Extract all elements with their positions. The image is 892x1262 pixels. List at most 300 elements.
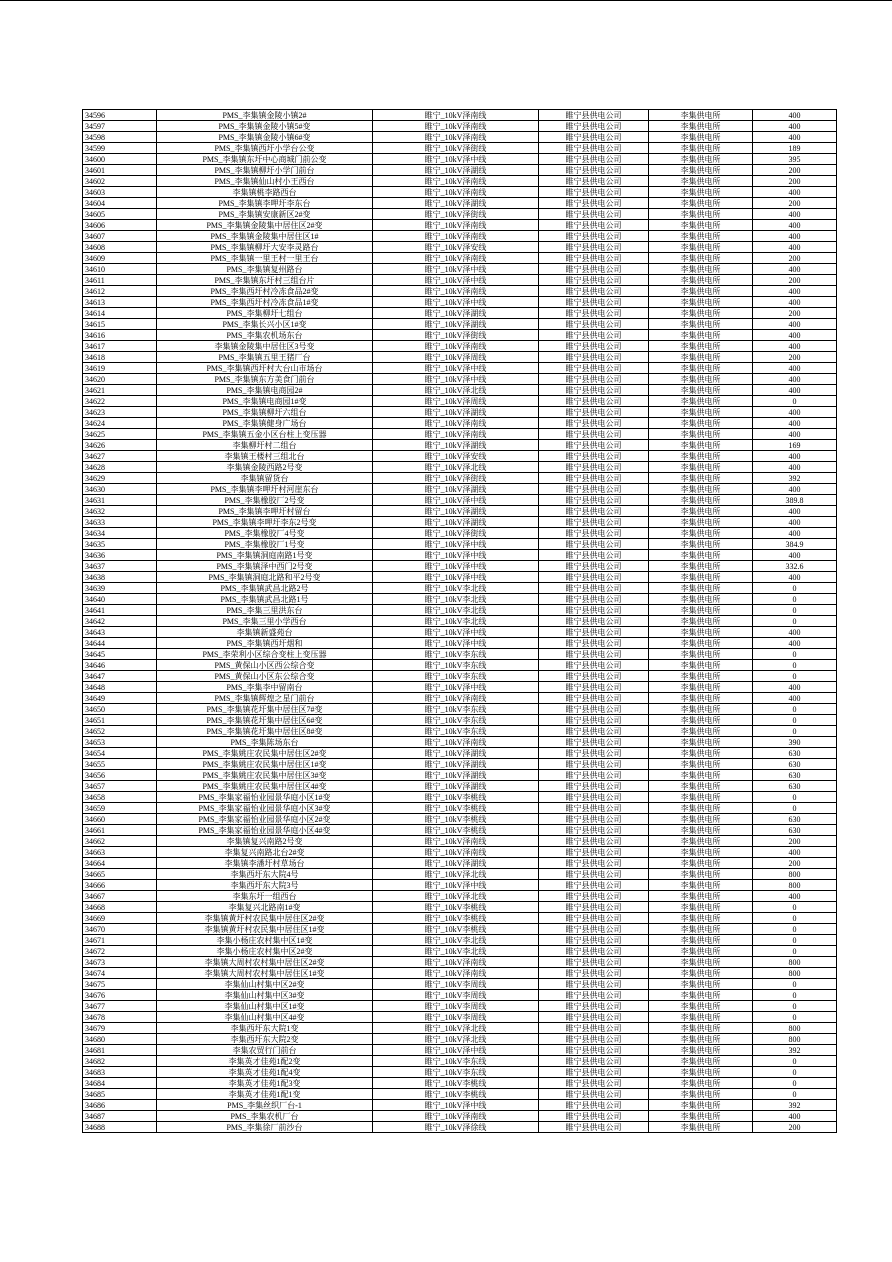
capacity-cell: 169 bbox=[753, 440, 837, 451]
table-row bbox=[83, 242, 837, 253]
feeder-line-cell: 睢宁_10kV李桃线 bbox=[373, 1078, 539, 1089]
company-cell: 睢宁县供电公司 bbox=[539, 1056, 649, 1067]
capacity-cell: 630 bbox=[753, 814, 837, 825]
row-number-cell: 34669 bbox=[83, 913, 157, 924]
station-cell: 李集供电所 bbox=[649, 847, 753, 858]
station-cell: 李集供电所 bbox=[649, 264, 753, 275]
feeder-line-cell: 睢宁_10kV泽南线 bbox=[373, 286, 539, 297]
transformer-name-cell: PMS_李集镇东圩村三组台片 bbox=[157, 275, 373, 286]
row-number-cell: 34649 bbox=[83, 693, 157, 704]
company-cell: 睢宁县供电公司 bbox=[539, 517, 649, 528]
company-cell: 睢宁县供电公司 bbox=[539, 880, 649, 891]
station-cell: 李集供电所 bbox=[649, 517, 753, 528]
row-number-cell: 34631 bbox=[83, 495, 157, 506]
station-cell: 李集供电所 bbox=[649, 352, 753, 363]
transformer-name-cell: 李集仙山村集中区2#变 bbox=[157, 979, 373, 990]
capacity-cell: 0 bbox=[753, 935, 837, 946]
capacity-cell: 400 bbox=[753, 242, 837, 253]
transformer-name-cell: 李集镇留货台 bbox=[157, 473, 373, 484]
table-row bbox=[83, 869, 837, 880]
table-row bbox=[83, 407, 837, 418]
company-cell: 睢宁县供电公司 bbox=[539, 187, 649, 198]
transformer-name-cell: PMS_李集镇金陵小镇6#变 bbox=[157, 132, 373, 143]
feeder-line-cell: 睢宁_10kV李桃线 bbox=[373, 1089, 539, 1100]
table-row bbox=[83, 308, 837, 319]
station-cell: 李集供电所 bbox=[649, 506, 753, 517]
transformer-name-cell: PMS_李集三里洪东台 bbox=[157, 605, 373, 616]
company-cell: 睢宁县供电公司 bbox=[539, 924, 649, 935]
feeder-line-cell: 睢宁_10kV李桃线 bbox=[373, 803, 539, 814]
table-row bbox=[83, 847, 837, 858]
row-number-cell: 34632 bbox=[83, 506, 157, 517]
row-number-cell: 34613 bbox=[83, 297, 157, 308]
capacity-cell: 400 bbox=[753, 121, 837, 132]
capacity-cell: 0 bbox=[753, 583, 837, 594]
row-number-cell: 34679 bbox=[83, 1023, 157, 1034]
transformer-name-cell: PMS_李集家福怡业园景华庭小区3#变 bbox=[157, 803, 373, 814]
capacity-cell: 630 bbox=[753, 781, 837, 792]
row-number-cell: 34619 bbox=[83, 363, 157, 374]
station-cell: 李集供电所 bbox=[649, 913, 753, 924]
table-row bbox=[83, 649, 837, 660]
row-number-cell: 34596 bbox=[83, 110, 157, 121]
company-cell: 睢宁县供电公司 bbox=[539, 748, 649, 759]
company-cell: 睢宁县供电公司 bbox=[539, 957, 649, 968]
capacity-cell: 400 bbox=[753, 506, 837, 517]
row-number-cell: 34615 bbox=[83, 319, 157, 330]
transformer-name-cell: PMS_李集镇武昌北路2号 bbox=[157, 583, 373, 594]
capacity-cell: 0 bbox=[753, 605, 837, 616]
row-number-cell: 34660 bbox=[83, 814, 157, 825]
station-cell: 李集供电所 bbox=[649, 836, 753, 847]
capacity-cell: 400 bbox=[753, 847, 837, 858]
capacity-cell: 0 bbox=[753, 1012, 837, 1023]
row-number-cell: 34634 bbox=[83, 528, 157, 539]
station-cell: 李集供电所 bbox=[649, 715, 753, 726]
table-row bbox=[83, 1012, 837, 1023]
transformer-name-cell: 李集西圩东大院1变 bbox=[157, 1023, 373, 1034]
capacity-cell: 630 bbox=[753, 770, 837, 781]
capacity-cell: 400 bbox=[753, 319, 837, 330]
station-cell: 李集供电所 bbox=[649, 242, 753, 253]
table-row bbox=[83, 1023, 837, 1034]
station-cell: 李集供电所 bbox=[649, 473, 753, 484]
table-row bbox=[83, 616, 837, 627]
table-row bbox=[83, 605, 837, 616]
feeder-line-cell: 睢宁_10kV泽湖线 bbox=[373, 748, 539, 759]
capacity-cell: 200 bbox=[753, 858, 837, 869]
station-cell: 李集供电所 bbox=[649, 781, 753, 792]
table-row bbox=[83, 583, 837, 594]
company-cell: 睢宁县供电公司 bbox=[539, 781, 649, 792]
capacity-cell: 800 bbox=[753, 957, 837, 968]
station-cell: 李集供电所 bbox=[649, 825, 753, 836]
feeder-line-cell: 睢宁_10kV泽湖线 bbox=[373, 781, 539, 792]
table-row bbox=[83, 187, 837, 198]
transformer-name-cell: 李集仙山村集中区4#变 bbox=[157, 1012, 373, 1023]
transformer-name-cell: PMS_李集姚庄农民集中居住区3#变 bbox=[157, 770, 373, 781]
capacity-cell: 0 bbox=[753, 913, 837, 924]
capacity-cell: 200 bbox=[753, 1122, 837, 1133]
capacity-cell: 400 bbox=[753, 363, 837, 374]
station-cell: 李集供电所 bbox=[649, 154, 753, 165]
company-cell: 睢宁县供电公司 bbox=[539, 979, 649, 990]
company-cell: 睢宁县供电公司 bbox=[539, 1001, 649, 1012]
table-row bbox=[83, 1056, 837, 1067]
transformer-name-cell: PMS_李集镇健身广场台 bbox=[157, 418, 373, 429]
transformer-name-cell: PMS_李集镇花圩集中居住区8#变 bbox=[157, 726, 373, 737]
row-number-cell: 34645 bbox=[83, 649, 157, 660]
company-cell: 睢宁县供电公司 bbox=[539, 143, 649, 154]
row-number-cell: 34623 bbox=[83, 407, 157, 418]
table-row bbox=[83, 638, 837, 649]
transformer-name-cell: 李集镇黄圩村农民集中居住区1#变 bbox=[157, 924, 373, 935]
company-cell: 睢宁县供电公司 bbox=[539, 616, 649, 627]
capacity-cell: 384.9 bbox=[753, 539, 837, 550]
row-number-cell: 34643 bbox=[83, 627, 157, 638]
transformer-name-cell: PMS_黄保山小区西公综合变 bbox=[157, 660, 373, 671]
transformer-name-cell: PMS_李集镇武昌北路1号 bbox=[157, 594, 373, 605]
row-number-cell: 34663 bbox=[83, 847, 157, 858]
company-cell: 睢宁县供电公司 bbox=[539, 1122, 649, 1133]
table-row bbox=[83, 880, 837, 891]
feeder-line-cell: 睢宁_10kV泽南线 bbox=[373, 132, 539, 143]
capacity-cell: 200 bbox=[753, 176, 837, 187]
table-row bbox=[83, 121, 837, 132]
row-number-cell: 34676 bbox=[83, 990, 157, 1001]
feeder-line-cell: 睢宁_10kV泽南线 bbox=[373, 737, 539, 748]
row-number-cell: 34621 bbox=[83, 385, 157, 396]
row-number-cell: 34635 bbox=[83, 539, 157, 550]
capacity-cell: 389.8 bbox=[753, 495, 837, 506]
capacity-cell: 0 bbox=[753, 902, 837, 913]
table-row bbox=[83, 231, 837, 242]
station-cell: 李集供电所 bbox=[649, 198, 753, 209]
capacity-cell: 392 bbox=[753, 1100, 837, 1111]
capacity-cell: 0 bbox=[753, 1001, 837, 1012]
transformer-name-cell: PMS_李集姚庄农民集中居住区1#变 bbox=[157, 759, 373, 770]
station-cell: 李集供电所 bbox=[649, 330, 753, 341]
transformer-name-cell: PMS_李集镇五里王猪厂台 bbox=[157, 352, 373, 363]
transformer-name-cell: PMS_李集橡胶厂1号变 bbox=[157, 539, 373, 550]
table-row bbox=[83, 385, 837, 396]
feeder-line-cell: 睢宁_10kV李北线 bbox=[373, 605, 539, 616]
table-row bbox=[83, 330, 837, 341]
capacity-cell: 392 bbox=[753, 1045, 837, 1056]
row-number-cell: 34686 bbox=[83, 1100, 157, 1111]
feeder-line-cell: 睢宁_10kV泽南线 bbox=[373, 187, 539, 198]
capacity-cell: 400 bbox=[753, 693, 837, 704]
row-number-cell: 34659 bbox=[83, 803, 157, 814]
capacity-cell: 400 bbox=[753, 407, 837, 418]
station-cell: 李集供电所 bbox=[649, 132, 753, 143]
row-number-cell: 34614 bbox=[83, 308, 157, 319]
table-row bbox=[83, 297, 837, 308]
company-cell: 睢宁县供电公司 bbox=[539, 814, 649, 825]
station-cell: 李集供电所 bbox=[649, 528, 753, 539]
feeder-line-cell: 睢宁_10kV泽南线 bbox=[373, 836, 539, 847]
row-number-cell: 34656 bbox=[83, 770, 157, 781]
table-row bbox=[83, 198, 837, 209]
transformer-name-cell: PMS_李集镇李呷圩村河崖东台 bbox=[157, 484, 373, 495]
transformer-name-cell: 李集复兴北路南1#变 bbox=[157, 902, 373, 913]
row-number-cell: 34677 bbox=[83, 1001, 157, 1012]
station-cell: 李集供电所 bbox=[649, 209, 753, 220]
row-number-cell: 34598 bbox=[83, 132, 157, 143]
station-cell: 李集供电所 bbox=[649, 704, 753, 715]
table-row bbox=[83, 154, 837, 165]
feeder-line-cell: 睢宁_10kV泽湖线 bbox=[373, 517, 539, 528]
capacity-cell: 0 bbox=[753, 649, 837, 660]
row-number-cell: 34681 bbox=[83, 1045, 157, 1056]
transformer-name-cell: PMS_李集镇花圩集中居住区7#变 bbox=[157, 704, 373, 715]
table-row bbox=[83, 561, 837, 572]
transformer-name-cell: 李集农贸行门前台 bbox=[157, 1045, 373, 1056]
row-number-cell: 34667 bbox=[83, 891, 157, 902]
feeder-line-cell: 睢宁_10kV李桃线 bbox=[373, 924, 539, 935]
table-row bbox=[83, 770, 837, 781]
company-cell: 睢宁县供电公司 bbox=[539, 462, 649, 473]
row-number-cell: 34611 bbox=[83, 275, 157, 286]
row-number-cell: 34642 bbox=[83, 616, 157, 627]
capacity-cell: 400 bbox=[753, 297, 837, 308]
row-number-cell: 34603 bbox=[83, 187, 157, 198]
feeder-line-cell: 睢宁_10kV泽中线 bbox=[373, 572, 539, 583]
table-row bbox=[83, 253, 837, 264]
station-cell: 李集供电所 bbox=[649, 1045, 753, 1056]
company-cell: 睢宁县供电公司 bbox=[539, 693, 649, 704]
row-number-cell: 34652 bbox=[83, 726, 157, 737]
row-number-cell: 34601 bbox=[83, 165, 157, 176]
row-number-cell: 34655 bbox=[83, 759, 157, 770]
company-cell: 睢宁县供电公司 bbox=[539, 946, 649, 957]
capacity-cell: 189 bbox=[753, 143, 837, 154]
row-number-cell: 34685 bbox=[83, 1089, 157, 1100]
transformer-name-cell: PMS_李集西圩村冷冻食品1#变 bbox=[157, 297, 373, 308]
capacity-cell: 0 bbox=[753, 671, 837, 682]
table-row bbox=[83, 814, 837, 825]
transformer-name-cell: 李集镇金陵西路2号变 bbox=[157, 462, 373, 473]
table-row bbox=[83, 748, 837, 759]
table-row bbox=[83, 550, 837, 561]
feeder-line-cell: 睢宁_10kV泽湖线 bbox=[373, 484, 539, 495]
company-cell: 睢宁县供电公司 bbox=[539, 308, 649, 319]
capacity-cell: 630 bbox=[753, 759, 837, 770]
table-row bbox=[83, 451, 837, 462]
station-cell: 李集供电所 bbox=[649, 495, 753, 506]
transformer-name-cell: PMS_李集镇金陵集中居住区2#变 bbox=[157, 220, 373, 231]
table-body bbox=[83, 110, 837, 1133]
transformer-name-cell: 李集仙山村集中区1#变 bbox=[157, 1001, 373, 1012]
transformer-name-cell: 李集镇大周村农村集中居住区1#变 bbox=[157, 968, 373, 979]
transformer-name-cell: 李集西圩东大院2变 bbox=[157, 1034, 373, 1045]
table-row bbox=[83, 935, 837, 946]
row-number-cell: 34650 bbox=[83, 704, 157, 715]
table-row bbox=[83, 1067, 837, 1078]
station-cell: 李集供电所 bbox=[649, 924, 753, 935]
feeder-line-cell: 睢宁_10kV泽中线 bbox=[373, 495, 539, 506]
feeder-line-cell: 睢宁_10kV李东线 bbox=[373, 1067, 539, 1078]
company-cell: 睢宁县供电公司 bbox=[539, 440, 649, 451]
station-cell: 李集供电所 bbox=[649, 484, 753, 495]
station-cell: 李集供电所 bbox=[649, 429, 753, 440]
row-number-cell: 34630 bbox=[83, 484, 157, 495]
company-cell: 睢宁县供电公司 bbox=[539, 913, 649, 924]
row-number-cell: 34671 bbox=[83, 935, 157, 946]
company-cell: 睢宁县供电公司 bbox=[539, 198, 649, 209]
company-cell: 睢宁县供电公司 bbox=[539, 572, 649, 583]
table-row bbox=[83, 990, 837, 1001]
capacity-cell: 630 bbox=[753, 748, 837, 759]
company-cell: 睢宁县供电公司 bbox=[539, 528, 649, 539]
capacity-cell: 400 bbox=[753, 132, 837, 143]
company-cell: 睢宁县供电公司 bbox=[539, 176, 649, 187]
row-number-cell: 34639 bbox=[83, 583, 157, 594]
capacity-cell: 400 bbox=[753, 187, 837, 198]
feeder-line-cell: 睢宁_10kV泽湖线 bbox=[373, 858, 539, 869]
row-number-cell: 34606 bbox=[83, 220, 157, 231]
table-row bbox=[83, 352, 837, 363]
transformer-name-cell: PMS_李集农机场东台 bbox=[157, 330, 373, 341]
table-row bbox=[83, 275, 837, 286]
capacity-cell: 0 bbox=[753, 726, 837, 737]
company-cell: 睢宁县供电公司 bbox=[539, 110, 649, 121]
feeder-line-cell: 睢宁_10kV泽徐线 bbox=[373, 1122, 539, 1133]
table-row bbox=[83, 132, 837, 143]
row-number-cell: 34680 bbox=[83, 1034, 157, 1045]
row-number-cell: 34610 bbox=[83, 264, 157, 275]
row-number-cell: 34666 bbox=[83, 880, 157, 891]
capacity-cell: 200 bbox=[753, 165, 837, 176]
company-cell: 睢宁县供电公司 bbox=[539, 627, 649, 638]
station-cell: 李集供电所 bbox=[649, 440, 753, 451]
table-row bbox=[83, 110, 837, 121]
capacity-cell: 0 bbox=[753, 594, 837, 605]
feeder-line-cell: 睢宁_10kV泽中线 bbox=[373, 1045, 539, 1056]
company-cell: 睢宁县供电公司 bbox=[539, 407, 649, 418]
row-number-cell: 34644 bbox=[83, 638, 157, 649]
company-cell: 睢宁县供电公司 bbox=[539, 363, 649, 374]
company-cell: 睢宁县供电公司 bbox=[539, 154, 649, 165]
feeder-line-cell: 睢宁_10kV李周线 bbox=[373, 1001, 539, 1012]
row-number-cell: 34620 bbox=[83, 374, 157, 385]
transformer-name-cell: PMS_李集姚庄农民集中居住区2#变 bbox=[157, 748, 373, 759]
transformer-name-cell: 李集仙山村集中区3#变 bbox=[157, 990, 373, 1001]
company-cell: 睢宁县供电公司 bbox=[539, 825, 649, 836]
company-cell: 睢宁县供电公司 bbox=[539, 1078, 649, 1089]
feeder-line-cell: 睢宁_10kV泽南线 bbox=[373, 253, 539, 264]
table-row bbox=[83, 715, 837, 726]
capacity-cell: 400 bbox=[753, 286, 837, 297]
company-cell: 睢宁县供电公司 bbox=[539, 374, 649, 385]
company-cell: 睢宁县供电公司 bbox=[539, 990, 649, 1001]
feeder-line-cell: 睢宁_10kV泽中线 bbox=[373, 561, 539, 572]
company-cell: 睢宁县供电公司 bbox=[539, 352, 649, 363]
table-row bbox=[83, 374, 837, 385]
company-cell: 睢宁县供电公司 bbox=[539, 968, 649, 979]
table-row bbox=[83, 473, 837, 484]
row-number-cell: 34670 bbox=[83, 924, 157, 935]
table-row bbox=[83, 627, 837, 638]
transformer-name-cell: PMS_李集西圩村冷冻食品2#变 bbox=[157, 286, 373, 297]
feeder-line-cell: 睢宁_10kV泽湖线 bbox=[373, 198, 539, 209]
capacity-cell: 200 bbox=[753, 836, 837, 847]
company-cell: 睢宁县供电公司 bbox=[539, 165, 649, 176]
company-cell: 睢宁县供电公司 bbox=[539, 132, 649, 143]
feeder-line-cell: 睢宁_10kV李桃线 bbox=[373, 825, 539, 836]
capacity-cell: 0 bbox=[753, 1089, 837, 1100]
table-row bbox=[83, 781, 837, 792]
station-cell: 李集供电所 bbox=[649, 935, 753, 946]
feeder-line-cell: 睢宁_10kV泽中线 bbox=[373, 275, 539, 286]
station-cell: 李集供电所 bbox=[649, 1012, 753, 1023]
station-cell: 李集供电所 bbox=[649, 814, 753, 825]
feeder-line-cell: 睢宁_10kV泽南线 bbox=[373, 110, 539, 121]
transformer-name-cell: PMS_李集镇西圩烟和 bbox=[157, 638, 373, 649]
capacity-cell: 392 bbox=[753, 473, 837, 484]
station-cell: 李集供电所 bbox=[649, 1078, 753, 1089]
table-row bbox=[83, 891, 837, 902]
row-number-cell: 34622 bbox=[83, 396, 157, 407]
capacity-cell: 630 bbox=[753, 825, 837, 836]
capacity-cell: 0 bbox=[753, 704, 837, 715]
transformer-name-cell: PMS_李集徐厂前沙台 bbox=[157, 1122, 373, 1133]
transformer-name-cell: PMS_李集镇电商园1#变 bbox=[157, 396, 373, 407]
transformer-name-cell: 李集镇王楼村三组北台 bbox=[157, 451, 373, 462]
feeder-line-cell: 睢宁_10kV泽湖线 bbox=[373, 770, 539, 781]
station-cell: 李集供电所 bbox=[649, 1111, 753, 1122]
transformer-name-cell: PMS_李集农机厂台 bbox=[157, 1111, 373, 1122]
row-number-cell: 34629 bbox=[83, 473, 157, 484]
capacity-cell: 390 bbox=[753, 737, 837, 748]
capacity-cell: 400 bbox=[753, 517, 837, 528]
row-number-cell: 34674 bbox=[83, 968, 157, 979]
row-number-cell: 34684 bbox=[83, 1078, 157, 1089]
company-cell: 睢宁县供电公司 bbox=[539, 1067, 649, 1078]
feeder-line-cell: 睢宁_10kV李东线 bbox=[373, 1056, 539, 1067]
company-cell: 睢宁县供电公司 bbox=[539, 275, 649, 286]
station-cell: 李集供电所 bbox=[649, 374, 753, 385]
table-row bbox=[83, 495, 837, 506]
table-row bbox=[83, 396, 837, 407]
company-cell: 睢宁县供电公司 bbox=[539, 297, 649, 308]
table-row bbox=[83, 671, 837, 682]
company-cell: 睢宁县供电公司 bbox=[539, 594, 649, 605]
table-row bbox=[83, 979, 837, 990]
transformer-name-cell: PMS_李集镇李呷圩李东2号变 bbox=[157, 517, 373, 528]
transformer-name-cell: PMS_李集镇洞庭北路和平2号变 bbox=[157, 572, 373, 583]
table-row bbox=[83, 1045, 837, 1056]
row-number-cell: 34625 bbox=[83, 429, 157, 440]
capacity-cell: 400 bbox=[753, 682, 837, 693]
capacity-cell: 400 bbox=[753, 1111, 837, 1122]
transformer-name-cell: 李集镇新盛苑台 bbox=[157, 627, 373, 638]
transformer-name-cell: PMS_李集镇一里王村一里王台 bbox=[157, 253, 373, 264]
capacity-cell: 0 bbox=[753, 1056, 837, 1067]
transformer-name-cell: PMS_李集家福怡业园景华庭小区4#变 bbox=[157, 825, 373, 836]
row-number-cell: 34597 bbox=[83, 121, 157, 132]
company-cell: 睢宁县供电公司 bbox=[539, 231, 649, 242]
feeder-line-cell: 睢宁_10kV泽中线 bbox=[373, 297, 539, 308]
row-number-cell: 34683 bbox=[83, 1067, 157, 1078]
station-cell: 李集供电所 bbox=[649, 539, 753, 550]
transformer-name-cell: PMS_李集镇金陵小镇5#变 bbox=[157, 121, 373, 132]
page-top-border bbox=[0, 0, 892, 1]
feeder-line-cell: 睢宁_10kV泽南线 bbox=[373, 176, 539, 187]
transformer-name-cell: 李集镇桃李路西台 bbox=[157, 187, 373, 198]
station-cell: 李集供电所 bbox=[649, 858, 753, 869]
capacity-cell: 0 bbox=[753, 660, 837, 671]
